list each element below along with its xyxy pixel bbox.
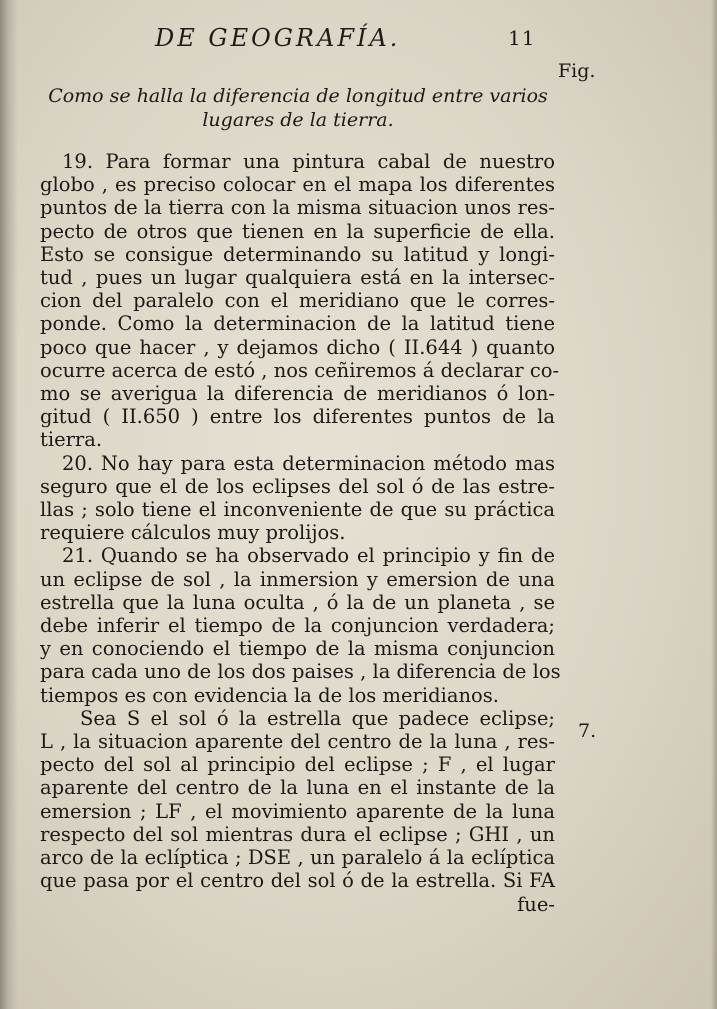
text-line: pecto de otros que tienen en la superficie de ella. xyxy=(40,219,555,243)
text-line: seguro que el de los eclipses del sol ó de las estre- xyxy=(40,474,555,498)
text-line: tud , pues un lugar qualquiera está en la intersec- xyxy=(40,266,555,290)
text-line: requiere cálculos muy prolijos. xyxy=(40,521,346,545)
section-heading xyxy=(38,84,558,132)
margin-figure-number: 7. xyxy=(578,720,597,742)
heading-line: Como se halla la diferencia de longitud entre varios xyxy=(48,85,548,107)
text-line: un eclipse de sol , la inmersion y emersion de una xyxy=(40,567,555,591)
text-line: y en conociendo el tiempo de la misma conjuncion xyxy=(40,637,555,661)
text-line: L , la situacion aparente del centro de la luna , res- xyxy=(40,730,555,754)
body-text xyxy=(40,150,561,916)
text-line: que pasa por el centro del sol ó de la estrella. Si FA xyxy=(40,869,555,893)
page-number: 11 xyxy=(508,26,536,50)
text-line: Esto se consigue determinando su latitud y longi- xyxy=(40,242,555,266)
text-line: ocurre acerca de estó , nos ceñiremos á declarar co- xyxy=(40,358,560,382)
text-line: llas ; solo tiene el inconveniente de que su práctica xyxy=(40,498,555,522)
text-line: 21. Quando se ha observado el principio y fin de xyxy=(62,544,555,568)
text-line: estrella que la luna oculta , ó la de un planeta , se xyxy=(40,590,555,614)
text-line: Sea S el sol ó la estrella que padece eclipse; xyxy=(80,706,555,730)
text-line: ponde. Como la determinacion de la latitud tiene xyxy=(40,312,555,336)
heading-line: lugares de la tierra. xyxy=(202,109,394,131)
text-line: debe inferir el tiempo de la conjuncion verdadera; xyxy=(40,614,555,638)
margin-figure-label: Fig. xyxy=(558,60,596,82)
text-line: 20. No hay para esta determinacion método mas xyxy=(62,451,555,475)
text-line: puntos de la tierra con la misma situacion unos res- xyxy=(40,196,555,220)
text-line: poco que hacer , y dejamos dicho ( II.644 ) quanto xyxy=(40,335,555,359)
catchword: fue- xyxy=(517,892,555,916)
binding-shadow xyxy=(0,0,18,1009)
text-line: tiempos es con evidencia la de los meridianos. xyxy=(40,683,499,707)
text-line: pecto del sol al principio del eclipse ; F , el lugar xyxy=(40,753,555,777)
text-line: tierra. xyxy=(40,428,103,452)
page-edge-shadow xyxy=(711,0,717,1009)
text-line: aparente del centro de la luna en el instante de la xyxy=(40,776,555,800)
text-line: arco de la eclíptica ; DSE , un paralelo á la eclíptica xyxy=(40,846,555,870)
text-line: cion del paralelo con el meridiano que le corres- xyxy=(40,289,555,313)
text-line: mo se averigua la diferencia de meridianos ó lon- xyxy=(40,382,555,406)
text-line: gitud ( II.650 ) entre los diferentes puntos de la xyxy=(40,405,555,429)
running-head: DE GEOGRAFÍA. xyxy=(155,24,401,52)
text-line: globo , es preciso colocar en el mapa los diferentes xyxy=(40,173,555,197)
text-line: respecto del sol mientras dura el eclipse ; GHI , un xyxy=(40,822,555,846)
text-line: 19. Para formar una pintura cabal de nuestro xyxy=(62,150,555,173)
text-line: para cada uno de los dos paises , la diferencia de los xyxy=(40,660,561,684)
text-line: emersion ; LF , el movimiento aparente de la luna xyxy=(40,799,555,823)
